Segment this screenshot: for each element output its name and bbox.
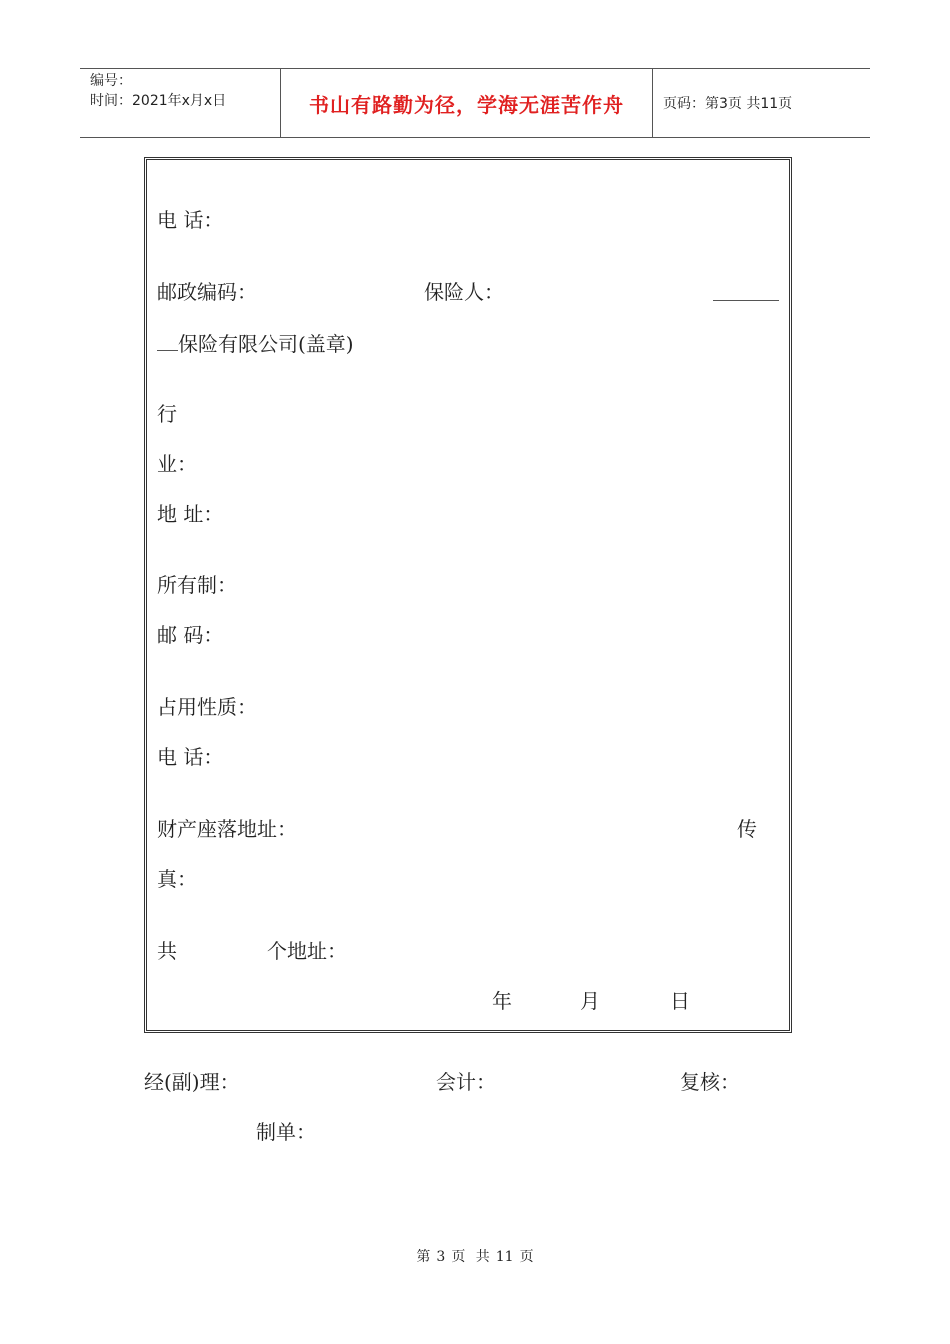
header-info xyxy=(80,69,280,137)
footer-page-text: 第 xyxy=(416,1249,431,1265)
date-day: 日 xyxy=(670,989,690,1013)
occupancy-label: 占用性质： xyxy=(157,695,257,719)
industry-label-1: 行 xyxy=(157,402,177,426)
form-frame xyxy=(144,157,792,1033)
phone-label-2: 电 话： xyxy=(157,745,224,769)
company-blank xyxy=(157,330,178,351)
header-page-label: 页码：第3页 共11页 xyxy=(663,96,793,112)
footer-total-num: 11 xyxy=(495,1249,514,1265)
time-label: 时间：2021年x月x日 xyxy=(90,93,227,109)
reviewer-label: 复核： xyxy=(680,1070,740,1094)
footer-total-text: 共 xyxy=(475,1249,490,1265)
insurer-label: 保险人： xyxy=(424,280,504,304)
page-header xyxy=(80,68,870,138)
date-year: 年 xyxy=(492,989,512,1013)
page-footer xyxy=(0,1246,950,1266)
address-label: 地 址： xyxy=(157,502,224,526)
date-month: 月 xyxy=(580,989,600,1013)
insurer-blank xyxy=(713,280,779,306)
property-address-label: 财产座落地址： xyxy=(157,817,297,841)
footer-page-unit: 页 xyxy=(451,1249,466,1265)
fax-label-2: 真： xyxy=(157,867,197,891)
zip-label: 邮 码： xyxy=(157,623,224,647)
total-prefix: 共 xyxy=(157,939,177,963)
serial-label: 编号： xyxy=(90,73,132,89)
footer-total-unit: 页 xyxy=(519,1249,534,1265)
company-suffix: 保险有限公司(盖章) xyxy=(178,332,354,356)
footer-page-num: 3 xyxy=(436,1249,446,1265)
preparer-label: 制单： xyxy=(256,1120,316,1144)
fax-label-1: 传 xyxy=(737,817,757,841)
accountant-label: 会计： xyxy=(436,1070,496,1094)
header-motto-cell xyxy=(280,69,653,137)
industry-label-2: 业： xyxy=(157,452,197,476)
company-line xyxy=(157,330,354,356)
ownership-label: 所有制： xyxy=(157,573,237,597)
phone-label: 电 话： xyxy=(157,208,224,232)
header-motto: 书山有路勤为径，学海无涯苦作舟 xyxy=(309,92,624,117)
total-suffix: 个地址： xyxy=(267,939,347,963)
manager-label: 经(副)理： xyxy=(144,1070,240,1094)
postcode-label: 邮政编码： xyxy=(157,280,257,304)
